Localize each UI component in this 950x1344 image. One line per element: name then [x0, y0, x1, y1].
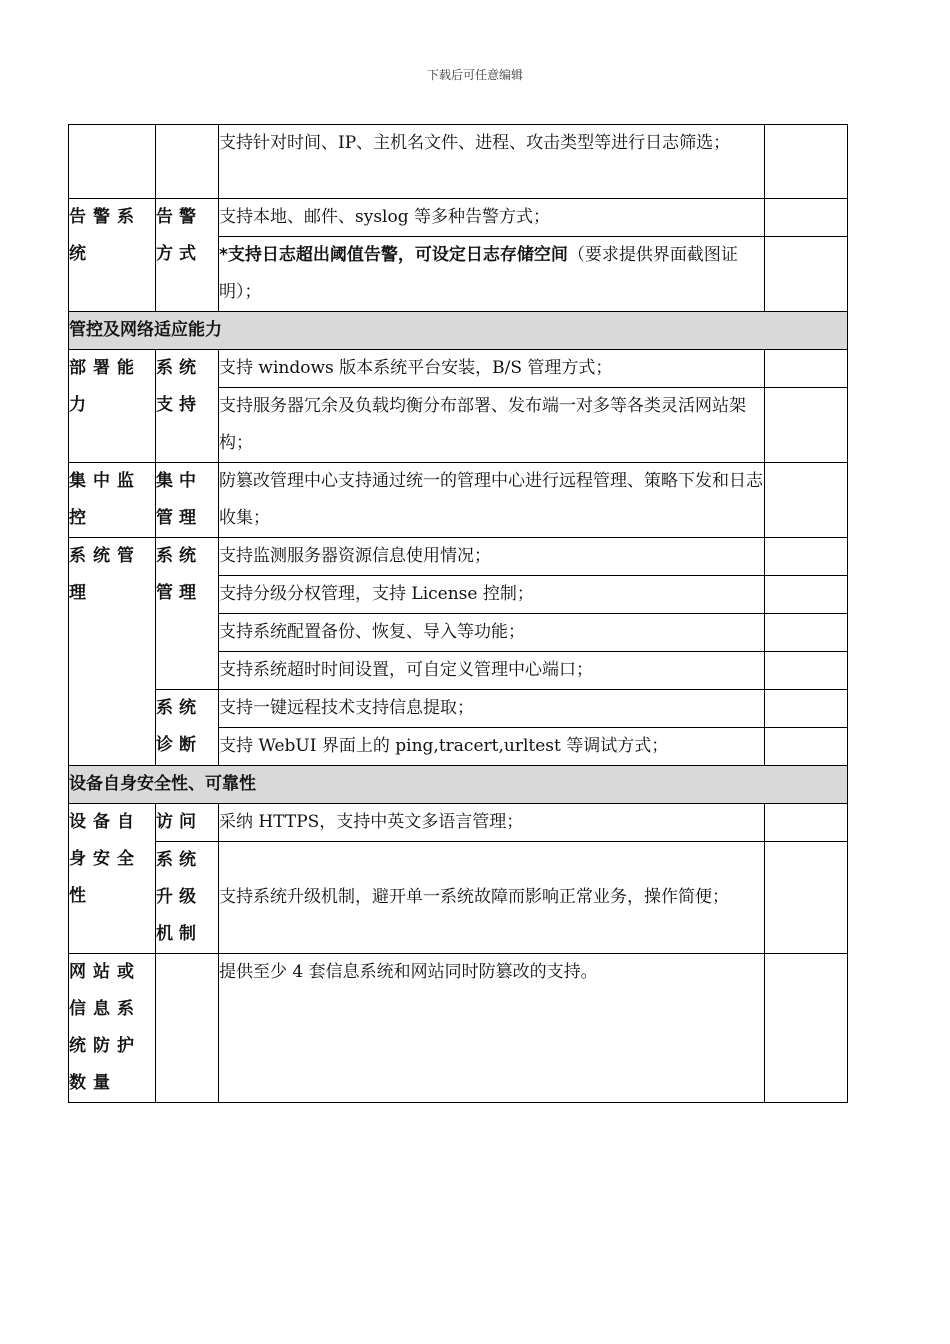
subcategory-central-mgmt: 集中管理	[156, 463, 219, 538]
subcategory-access: 访问	[156, 804, 219, 842]
description-cell: 支持系统升级机制，避开单一系统故障而影响正常业务，操作简便；	[219, 842, 765, 954]
subcategory-system-diagnosis: 系统诊断	[156, 690, 219, 766]
category-self-security: 设备自身安全性	[69, 804, 156, 954]
subcategory-cell	[156, 954, 219, 1103]
response-cell	[765, 954, 848, 1103]
category-alarm-system: 告警系统	[69, 199, 156, 312]
response-cell	[765, 350, 848, 388]
description-cell: 支持针对时间、IP、主机名文件、进程、攻击类型等进行日志筛选；	[219, 125, 765, 199]
section-header-management: 管控及网络适应能力	[69, 312, 848, 350]
table-row	[69, 954, 848, 1103]
description-cell: 支持服务器冗余及负载均衡分布部署、发布端一对多等各类灵活网站架构；	[219, 388, 765, 463]
category-deployment: 部署能力	[69, 350, 156, 463]
response-cell	[765, 463, 848, 538]
description-cell: 采纳 HTTPS，支持中英文多语言管理；	[219, 804, 765, 842]
category-cell	[69, 125, 156, 199]
response-cell	[765, 690, 848, 728]
description-cell: 支持系统配置备份、恢复、导入等功能；	[219, 614, 765, 652]
category-central-monitor: 集中监控	[69, 463, 156, 538]
response-cell	[765, 538, 848, 576]
spec-table	[68, 124, 848, 1103]
table-row	[69, 804, 848, 842]
header-note: 下载后可任意编辑	[426, 68, 523, 82]
table-row	[69, 350, 848, 388]
table-row	[69, 538, 848, 576]
response-cell	[765, 576, 848, 614]
description-cell: 支持 windows 版本系统平台安装，B/S 管理方式；	[219, 350, 765, 388]
description-cell: 支持系统超时时间设置，可自定义管理中心端口；	[219, 652, 765, 690]
subcategory-cell	[156, 125, 219, 199]
description-cell: 支持 WebUI 界面上的 ping,tracert,urltest 等调试方式；	[219, 728, 765, 766]
table-row	[69, 842, 848, 954]
subcategory-upgrade: 系统升级机制	[156, 842, 219, 954]
response-cell	[765, 614, 848, 652]
table-row	[69, 125, 848, 199]
section-row	[69, 766, 848, 804]
response-cell	[765, 125, 848, 199]
response-cell	[765, 237, 848, 312]
subcategory-system-mgmt: 系统管理	[156, 538, 219, 690]
response-cell	[765, 842, 848, 954]
description-cell: 支持一键远程技术支持信息提取；	[219, 690, 765, 728]
response-cell	[765, 652, 848, 690]
description-cell	[219, 237, 765, 312]
subcategory-alarm-method: 告警方式	[156, 199, 219, 312]
response-cell	[765, 804, 848, 842]
section-row	[69, 312, 848, 350]
response-cell	[765, 388, 848, 463]
description-cell: 提供至少 4 套信息系统和网站同时防篡改的支持。	[219, 954, 765, 1103]
table-row	[69, 463, 848, 538]
category-protection-count: 网站或信息系统防护数量	[69, 954, 156, 1103]
table-row	[69, 199, 848, 237]
section-header-self-security: 设备自身安全性、可靠性	[69, 766, 848, 804]
subcategory-system-support: 系统支持	[156, 350, 219, 463]
description-cell: 支持本地、邮件、syslog 等多种告警方式；	[219, 199, 765, 237]
category-system-mgmt: 系统管理	[69, 538, 156, 766]
note-text: （要求提供界面截图证明）；	[219, 245, 738, 302]
required-text: *支持日志超出阈值告警，可设定日志存储空间	[219, 245, 568, 265]
description-cell: 支持分级分权管理，支持 License 控制；	[219, 576, 765, 614]
description-cell: 支持监测服务器资源信息使用情况；	[219, 538, 765, 576]
response-cell	[765, 199, 848, 237]
response-cell	[765, 728, 848, 766]
table-row	[69, 690, 848, 728]
description-cell: 防篡改管理中心支持通过统一的管理中心进行远程管理、策略下发和日志收集；	[219, 463, 765, 538]
